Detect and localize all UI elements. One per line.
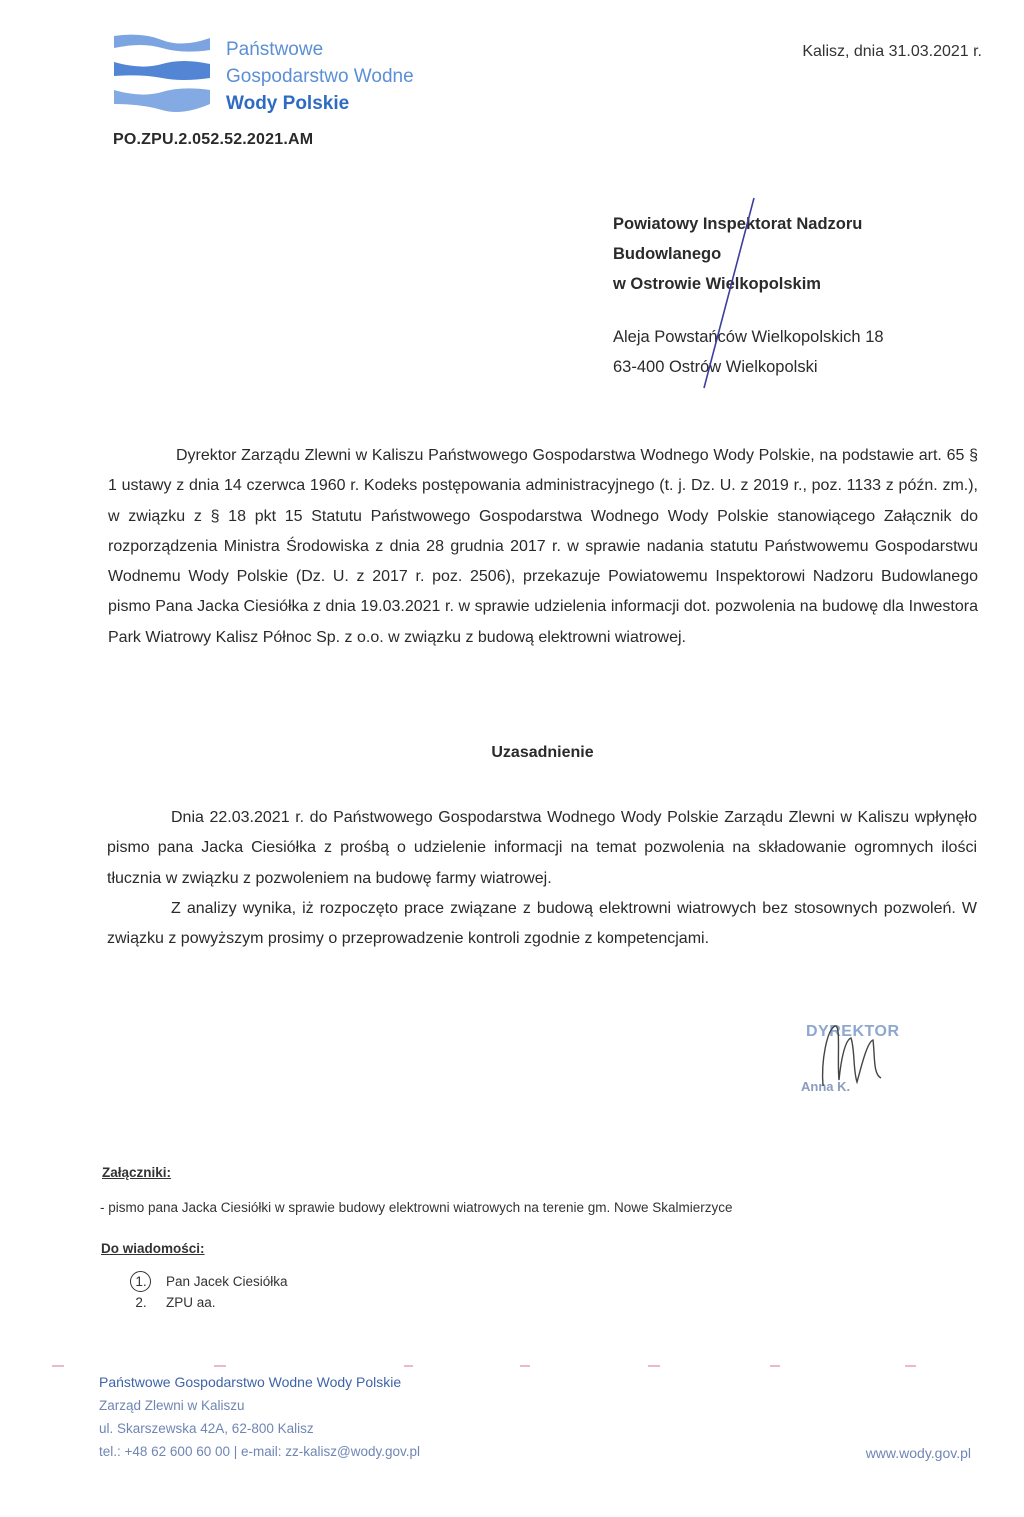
list-item-number: 2.: [135, 1295, 147, 1310]
footer-unit: Zarząd Zlewni w Kaliszu: [99, 1398, 245, 1413]
address-line-1: Aleja Powstańców Wielkopolskich 18: [613, 328, 884, 346]
recipient-line-1: Powiatowy Inspektorat Nadzoru: [613, 215, 863, 233]
attachments-title: Załączniki:: [102, 1165, 172, 1180]
logo-line-1: Państwowe: [226, 39, 324, 60]
footer-contact: [99, 1371, 420, 1463]
list-item: [128, 1292, 288, 1313]
footer-divider: [0, 1362, 1024, 1370]
body-paragraph-1: Dyrektor Zarządu Zlewni w Kaliszu Państwowego Gospodarstwa Wodnego Wody Polskie, na podstawie art. 65 § 1 ustawy z dnia 14 czerwca 1960 r. Kodeks postępowania administracyjnego (t. j. Dz. U. z 2019 r., poz. 1133 z późn. zm.), w związku z § 18 pkt 15 Statutu Państwowego Gospodarstwa Wodnego Wody Polskie stanowiącego Załącznik do rozporządzenia Ministra Środowiska z dnia 28 grudnia 2017 r. w sprawie nadania statutu Państwowemu Gospodarstwu Wodnemu Wody Polskie (Dz. U. z 2017 r. poz. 2506), przekazuje Powiatowemu Inspektorowi Nadzoru Budowlanego pismo Pana Jacka Ciesiółka z dnia 19.03.2021 r. w sprawie udzielenia informacji dot. pozwolenia na budowę dla Inwestora Park Wiatrowy Kalisz Północ Sp. z o.o. w związku z budową elektrowni wiatrowej.: [108, 447, 978, 646]
cc-title: Do wiadomości:: [101, 1241, 205, 1256]
attachment-item: - pismo pana Jacka Ciesiółki w sprawie budowy elektrowni wiatrowych na terenie gm. Nowe Skalmierzyce: [100, 1200, 733, 1215]
section-heading: Uzasadnienie: [491, 744, 594, 761]
logo-line-2: Gospodarstwo Wodne: [226, 66, 414, 87]
signature-name: Anna K.: [801, 1079, 851, 1094]
list-item: [128, 1271, 288, 1292]
signature-role: DYREKTOR: [806, 1023, 900, 1040]
body-paragraph-2: Dnia 22.03.2021 r. do Państwowego Gospodarstwa Wodnego Wody Polskie Zarządu Zlewni w Kaliszu wpłynęło pismo pana Jacka Ciesiółka z prośbą o udzielenie informacji na temat pozwolenia na składowanie ogromnych ilości tłucznia w związku z pozwoleniem na budowę farmy wiatrowej.: [107, 809, 977, 887]
list-item-text: Pan Jacek Ciesiółka: [166, 1274, 288, 1289]
logo-wordmark: [226, 36, 414, 117]
footer-phone-email: tel.: +48 62 600 60 00 | e-mail: zz-kalisz@wody.gov.pl: [99, 1444, 420, 1459]
address-line-2: 63-400 Ostrów Wielkopolski: [613, 358, 818, 376]
list-item-text: ZPU aa.: [166, 1295, 216, 1310]
wody-polskie-logo-icon: [112, 30, 212, 120]
signature-scribble-icon: [815, 1020, 890, 1090]
recipient-line-2: Budowlanego: [613, 245, 722, 263]
footer-website: www.wody.gov.pl: [865, 1445, 971, 1461]
recipient-line-3: w Ostrowie Wielkopolskim: [613, 275, 821, 293]
reference-number: PO.ZPU.2.052.52.2021.AM: [113, 131, 314, 148]
handwritten-stroke-icon: [690, 196, 760, 391]
list-item-number: 1.: [133, 1271, 149, 1292]
document-date: Kalisz, dnia 31.03.2021 r.: [802, 43, 982, 60]
cc-list: [128, 1271, 288, 1313]
logo-line-3: Wody Polskie: [226, 93, 350, 114]
footer-address: ul. Skarszewska 42A, 62-800 Kalisz: [99, 1421, 314, 1436]
body-paragraph-3: Z analizy wynika, iż rozpoczęto prace związane z budową elektrowni wiatrowych bez stosownych pozwoleń. W związku z powyższym prosimy o przeprowadzenie kontroli zgodnie z kompetencjami.: [107, 900, 977, 948]
footer-org-name: Państwowe Gospodarstwo Wodne Wody Polskie: [99, 1374, 402, 1390]
